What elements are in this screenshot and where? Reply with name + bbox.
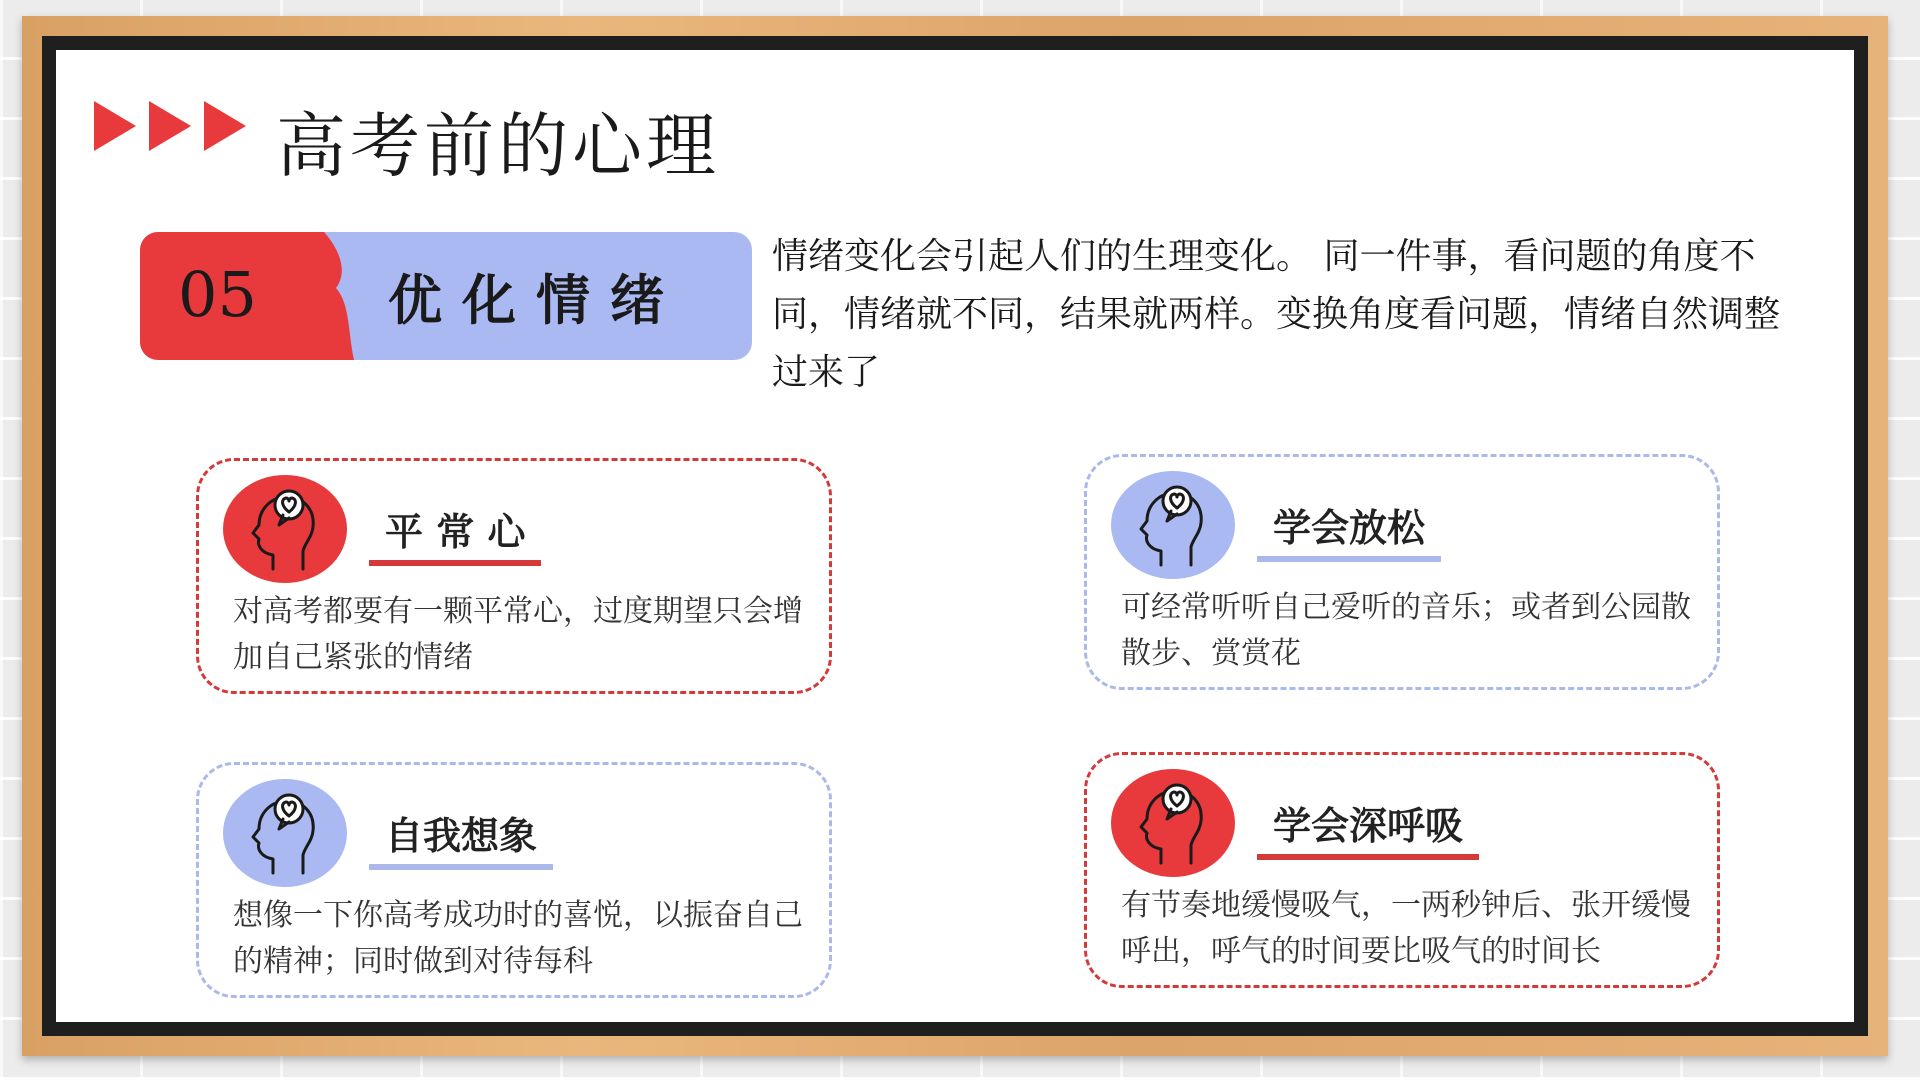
- card-text: 有节奏地缓慢吸气，一两秒钟后、张开缓慢呼出，呼气的时间要比吸气的时间长: [1121, 888, 1691, 969]
- card-title: 平 常 心: [369, 501, 541, 566]
- section-banner: [140, 232, 752, 360]
- page-title: 高考前的心理: [276, 105, 720, 187]
- card-text: 想像一下你高考成功时的喜悦，以振奋自己的精神；同时做到对待每科: [233, 898, 803, 979]
- card-text: 可经常听听自己爱听的音乐；或者到公园散散步、赏赏花: [1121, 590, 1691, 671]
- card-title: 学会放松: [1257, 497, 1441, 562]
- head-heart-icon: [223, 475, 347, 583]
- card-title: 学会深呼吸: [1257, 795, 1479, 860]
- section-number: 05: [178, 258, 257, 331]
- head-heart-icon: [1111, 769, 1235, 877]
- card-xuehuishenhuxi: [1084, 752, 1720, 988]
- card-text: 对高考都要有一颗平常心，过度期望只会增加自己紧张的情绪: [233, 594, 803, 675]
- card-xuehuifangsong: [1084, 454, 1720, 690]
- wooden-frame: [22, 16, 1888, 1056]
- blackboard-border: [42, 36, 1868, 1036]
- card-pingchangxin: [196, 458, 832, 694]
- card-title: 自我想象: [369, 805, 553, 870]
- head-heart-icon: [223, 779, 347, 887]
- slide: [56, 50, 1854, 1022]
- triangle-arrow-icons: [94, 96, 264, 156]
- section-label: 优化情绪: [388, 269, 684, 332]
- intro-text: 情绪变化会引起人们的生理变化。 同一件事，看问题的角度不同，情绪就不同，结果就两样。变换角度看问题，情绪自然调整过来了: [772, 236, 1781, 393]
- head-heart-icon: [1111, 471, 1235, 579]
- card-ziwoxiangxiang: [196, 762, 832, 998]
